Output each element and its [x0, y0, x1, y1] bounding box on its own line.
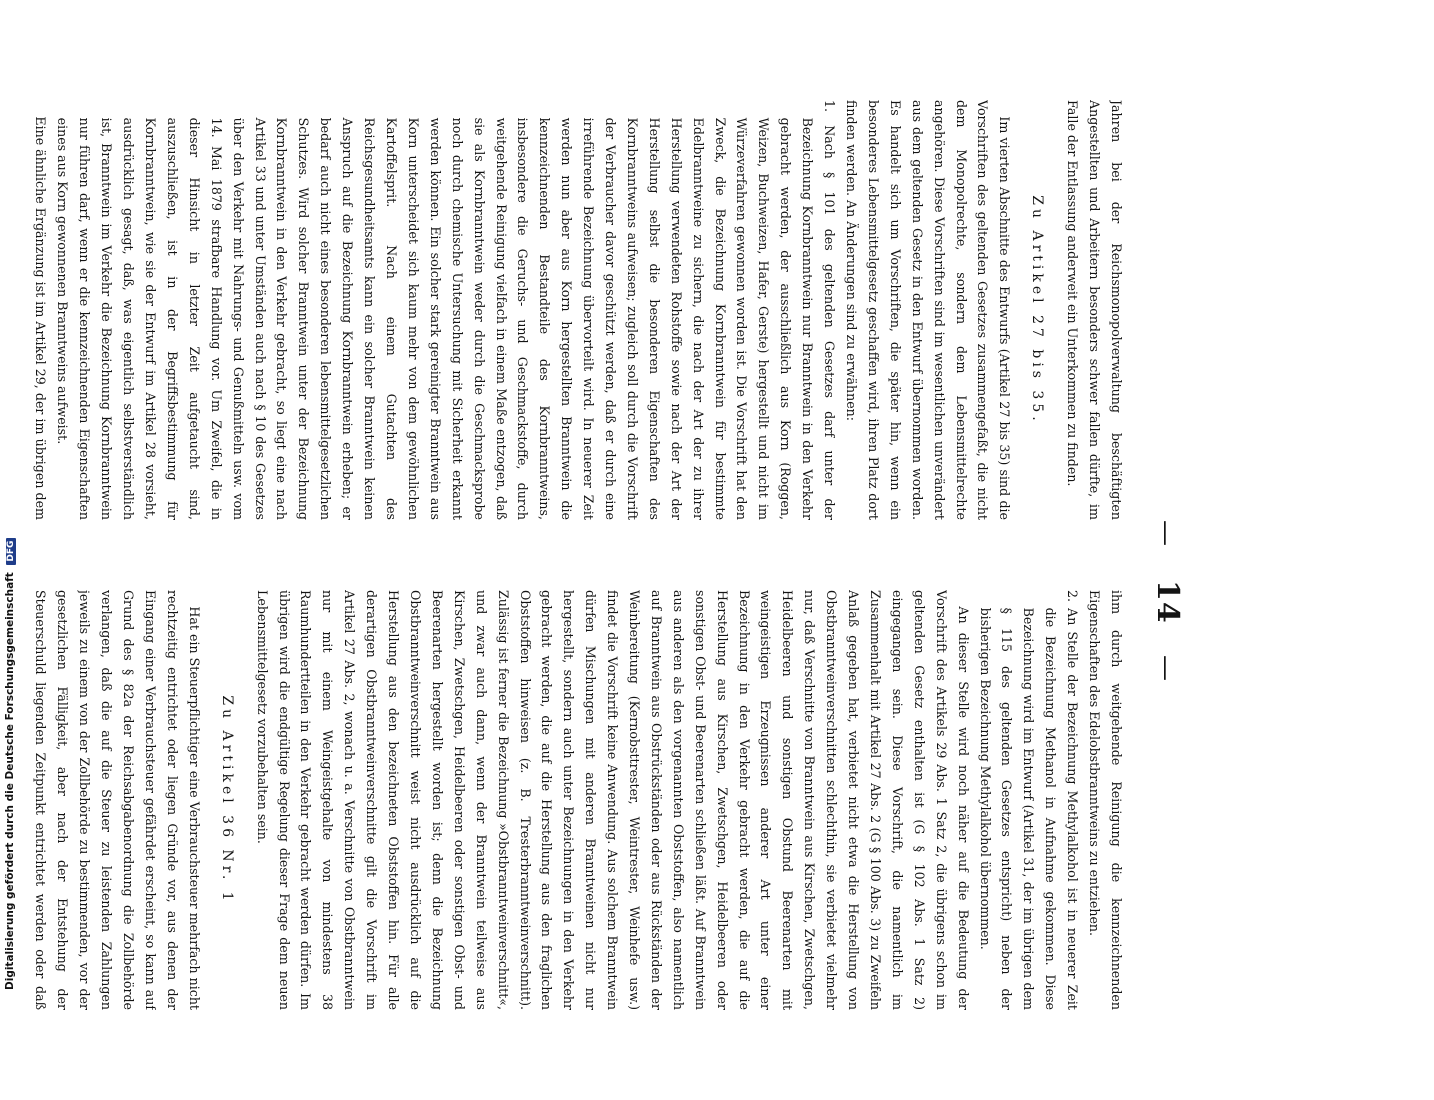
left-paragraph-3: Eine ähnliche Ergänzung ist im Artikel 29, der im übrigen dem: [33, 116, 49, 520]
header-dash-right: —: [1151, 655, 1181, 681]
right-paragraph-1: ihm durch weitgehende Reinigung die kennzeichnenden Eigenschaften des Edelobstbranntweins zu entziehen.: [1087, 590, 1124, 1010]
page-number: 14: [1150, 580, 1185, 624]
right-paragraph-2: An dieser Stelle wird noch näher auf die Bedeutung der Vorschrift des Artikels 29 Abs. 1 Satz 2, die übrigens schon im geltenden Gesetz enthalten ist (G § 102 Abs. 1 Satz 2) eingegangen sein. Diese Vorschrift, die namentlich im Zusammenhalt mit Artikel 27 Abs. 2 (G § 100 Abs. 3) zu Zweifeln Anlaß gegeben hat, verbietet nicht etwa die Herstellung von Obstbranntweinverschnitten schlechthin, sie verbietet vielmehr nur, daß Verschnitte von Branntwein aus Kirschen, Zwetschgen, Heidelbeeren und sonstigen Obstund Beerenarten mit weingeistigen Erzeugnissen anderer Art unter einer Bezeichnung in den Verkehr gebracht werden, die auf die Herstellung aus Kirschen, Zwetschgen, Heidelbeeren oder sonstigen Obst- und Beerenarten schließen läßt. Auf Branntwein aus anderen als den vorgenannten Obststoffen, also namentlich auf Branntwein aus Obstrückständen oder aus Rückständen der Weinbereitung (Kernobsttrester, Weintrester, Weinhefe usw.) findet die Vorschrift keine Anwendung. Aus solchem Branntwein dürfen Mischungen mit anderen Branntweinen nicht nur hergestellt, sondern auch unter Bezeichnungen in den Verkehr gebracht werden, die auf die Herstellung aus den fraglichen Obststoffen hinweisen (z. B. Tresterbranntweinverschnitt). Zulässig ist ferner die Bezeichnung »Obstbranntweinverschnitt«, und zwar auch dann, wenn der Branntwein teilweise aus Kirschen, Zwetschgen, Heidelbeeren oder sonstigen Obst- und Beerenarten hergestellt worden ist; denn die Bezeichnung Obstbranntweinverschnitt weist nicht ausdrücklich auf die Herstellung aus den bezeichneten Obststoffen hin. Für alle derartigen Obstbranntweinverschnitte gilt die Vorschrift im Artikel 27 Abs. 2, wonach u. a. Verschnitte von Obstbranntwein nur mit einem Weingeistgehalte von mindestens 38 Raumhundertteilen in den Verkehr gebracht werden dürfen. Im übrigen wird die endgültige Regelung dieser Frage dem neuen Lebensmittelgesetz vorzubehalten sein.: [254, 590, 971, 1010]
header-dash-left: —: [1151, 520, 1181, 546]
left-column: [27, 100, 1127, 520]
left-paragraph-2: Im vierten Abschnitte des Entwurfs (Artikel 27 bis 35) sind die Vorschriften des geltenden Gesetzes zusammengefaßt, die nicht dem Monopolrechte, sondern dem Lebensmittelrechte angehören. Diese Vorschriften sind im wesentlichen unverändert aus dem geltenden Gesetz in den Entwurf übernommen worden. Es handelt sich um Vorschriften, die später hin, wenn ein besonderes Lebensmittelgesetz geschaffen wird, ihren Platz dort finden werden. An Änderungen sind zu erwähnen:: [844, 100, 1013, 520]
dfg-logo-icon: DFG: [6, 538, 16, 565]
list-item-2: 2. An Stelle der Bezeichnung Methylalkohol ist in neuerer Zeit die Bezeichnung Methanol in Aufnahme gekommen. Diese Bezeichnung wird im Entwurf (Artikel 31, der im übrigen dem § 115 des geltenden Gesetzes entspricht) neben der bisherigen Bezeichnung Methylalkohol übernommen.: [977, 590, 1081, 1010]
credit-text: Digitalisierung gefördert durch die Deutsche Forschungsgemeinschaft: [4, 572, 16, 990]
section-heading-artikel-27-35: Zu Artikel 27 bis 35.: [1029, 195, 1046, 425]
right-paragraph-3: Hat ein Steuerpflichtiger eine Verbrauchsteuer mehrfach nicht rechtzeitig entrichtet oder liegen Gründe vor, aus denen der Eingang einer Verbrauchsteuer gefährdet erscheint, so kann auf Grund des § 82a der Reichsabgabenordnung die Zollbehörde verlangen, daß die auf die Steuer zu leistenden Zahlungen jeweils zu einem von der Zollbehörde zu bestimmenden, vor der gesetzlichen Fälligkeit, aber nach der Entstehung der Steuerschuld liegenden Zeitpunkt entrichtet werden oder daß: [33, 590, 202, 1010]
section-heading-artikel-36: Zu Artikel 36 Nr. 1: [218, 695, 235, 905]
left-paragraph-1: Jahren bei der Reichsmonopolverwaltung beschäftigten Angestellten und Arbeitern besonders schwer fallen dürfte, im Falle der Entlassung anderweit ein Unterkommen zu finden.: [1065, 100, 1124, 520]
digitization-credit: [4, 538, 16, 990]
page-header: [1131, 100, 1185, 1100]
right-column: [27, 590, 1127, 1010]
list-item-1: 1. Nach § 101 des geltenden Gesetzes darf unter der Bezeichnung Kornbranntwein nur Branntwein in den Verkehr gebracht werden, der ausschließlich aus Korn (Roggen, Weizen, Buchweizen, Hafer, Gerste) hergestellt und nicht im Würzeverfahren gewonnen worden ist. Die Vorschrift hat den Zweck, die Bezeichnung Kornbranntwein für bestimmte Edelbranntweine zu sichern, die nach der Art der zu ihrer Herstellung verwendeten Rohstoffe sowie nach der Art der Herstellung selbst die besonderen Eigenschaften des Kornbranntweins aufweisen; zugleich soll durch die Vorschrift der Verbraucher davor geschützt werden, daß er durch eine irreführende Bezeichnung übervorteilt wird. In neuerer Zeit werden nun aber aus Korn hergestellten Branntwein die kennzeichnenden Bestandteile des Kornbranntweins, insbesondere die Geruchs- und Geschmackstoffe, durch weitgehende Reinigung vielfach in einem Maße entzogen, daß sie als Kornbranntwein weder durch die Geschmacksprobe noch durch chemische Untersuchung mit Sicherheit erkannt werden können. Ein solcher stark gereinigter Branntwein aus Korn unterscheidet sich kaum mehr von dem gewöhnlichen Kartoffelsprit. Nach einem Gutachten des Reichsgesundheitsamts kann ein solcher Branntwein keinen Anspruch auf die Bezeichnung Kornbranntwein erheben; er bedarf auch nicht eines besonderen lebensmittelgesetzlichen Schutzes. Wird solcher Branntwein unter der Bezeichnung Kornbranntwein in den Verkehr gebracht, so liegt eine nach Artikel 33 und unter Umständen auch nach § 10 des Gesetzes über den Verkehr mit Nahrungs- und Genußmitteln usw. vom 14. Mai 1879 strafbare Handlung vor. Um Zweifel, die in dieser Hinsicht in letzter Zeit aufgetaucht sind, auszuschließen, ist in der Begriffsbestimmung für Kornbranntwein, wie sie der Entwurf im Artikel 28 vorsieht, ausdrücklich gesagt, daß, was eigentlich selbstverständlich ist, Branntwein im Verkehr die Bezeichnung Kornbranntwein nur führen darf, wenn er die kennzeichnenden Eigenschaften eines aus Korn gewonnenen Branntweins aufweist.: [55, 100, 838, 520]
scanned-page: [15, 100, 1185, 1100]
